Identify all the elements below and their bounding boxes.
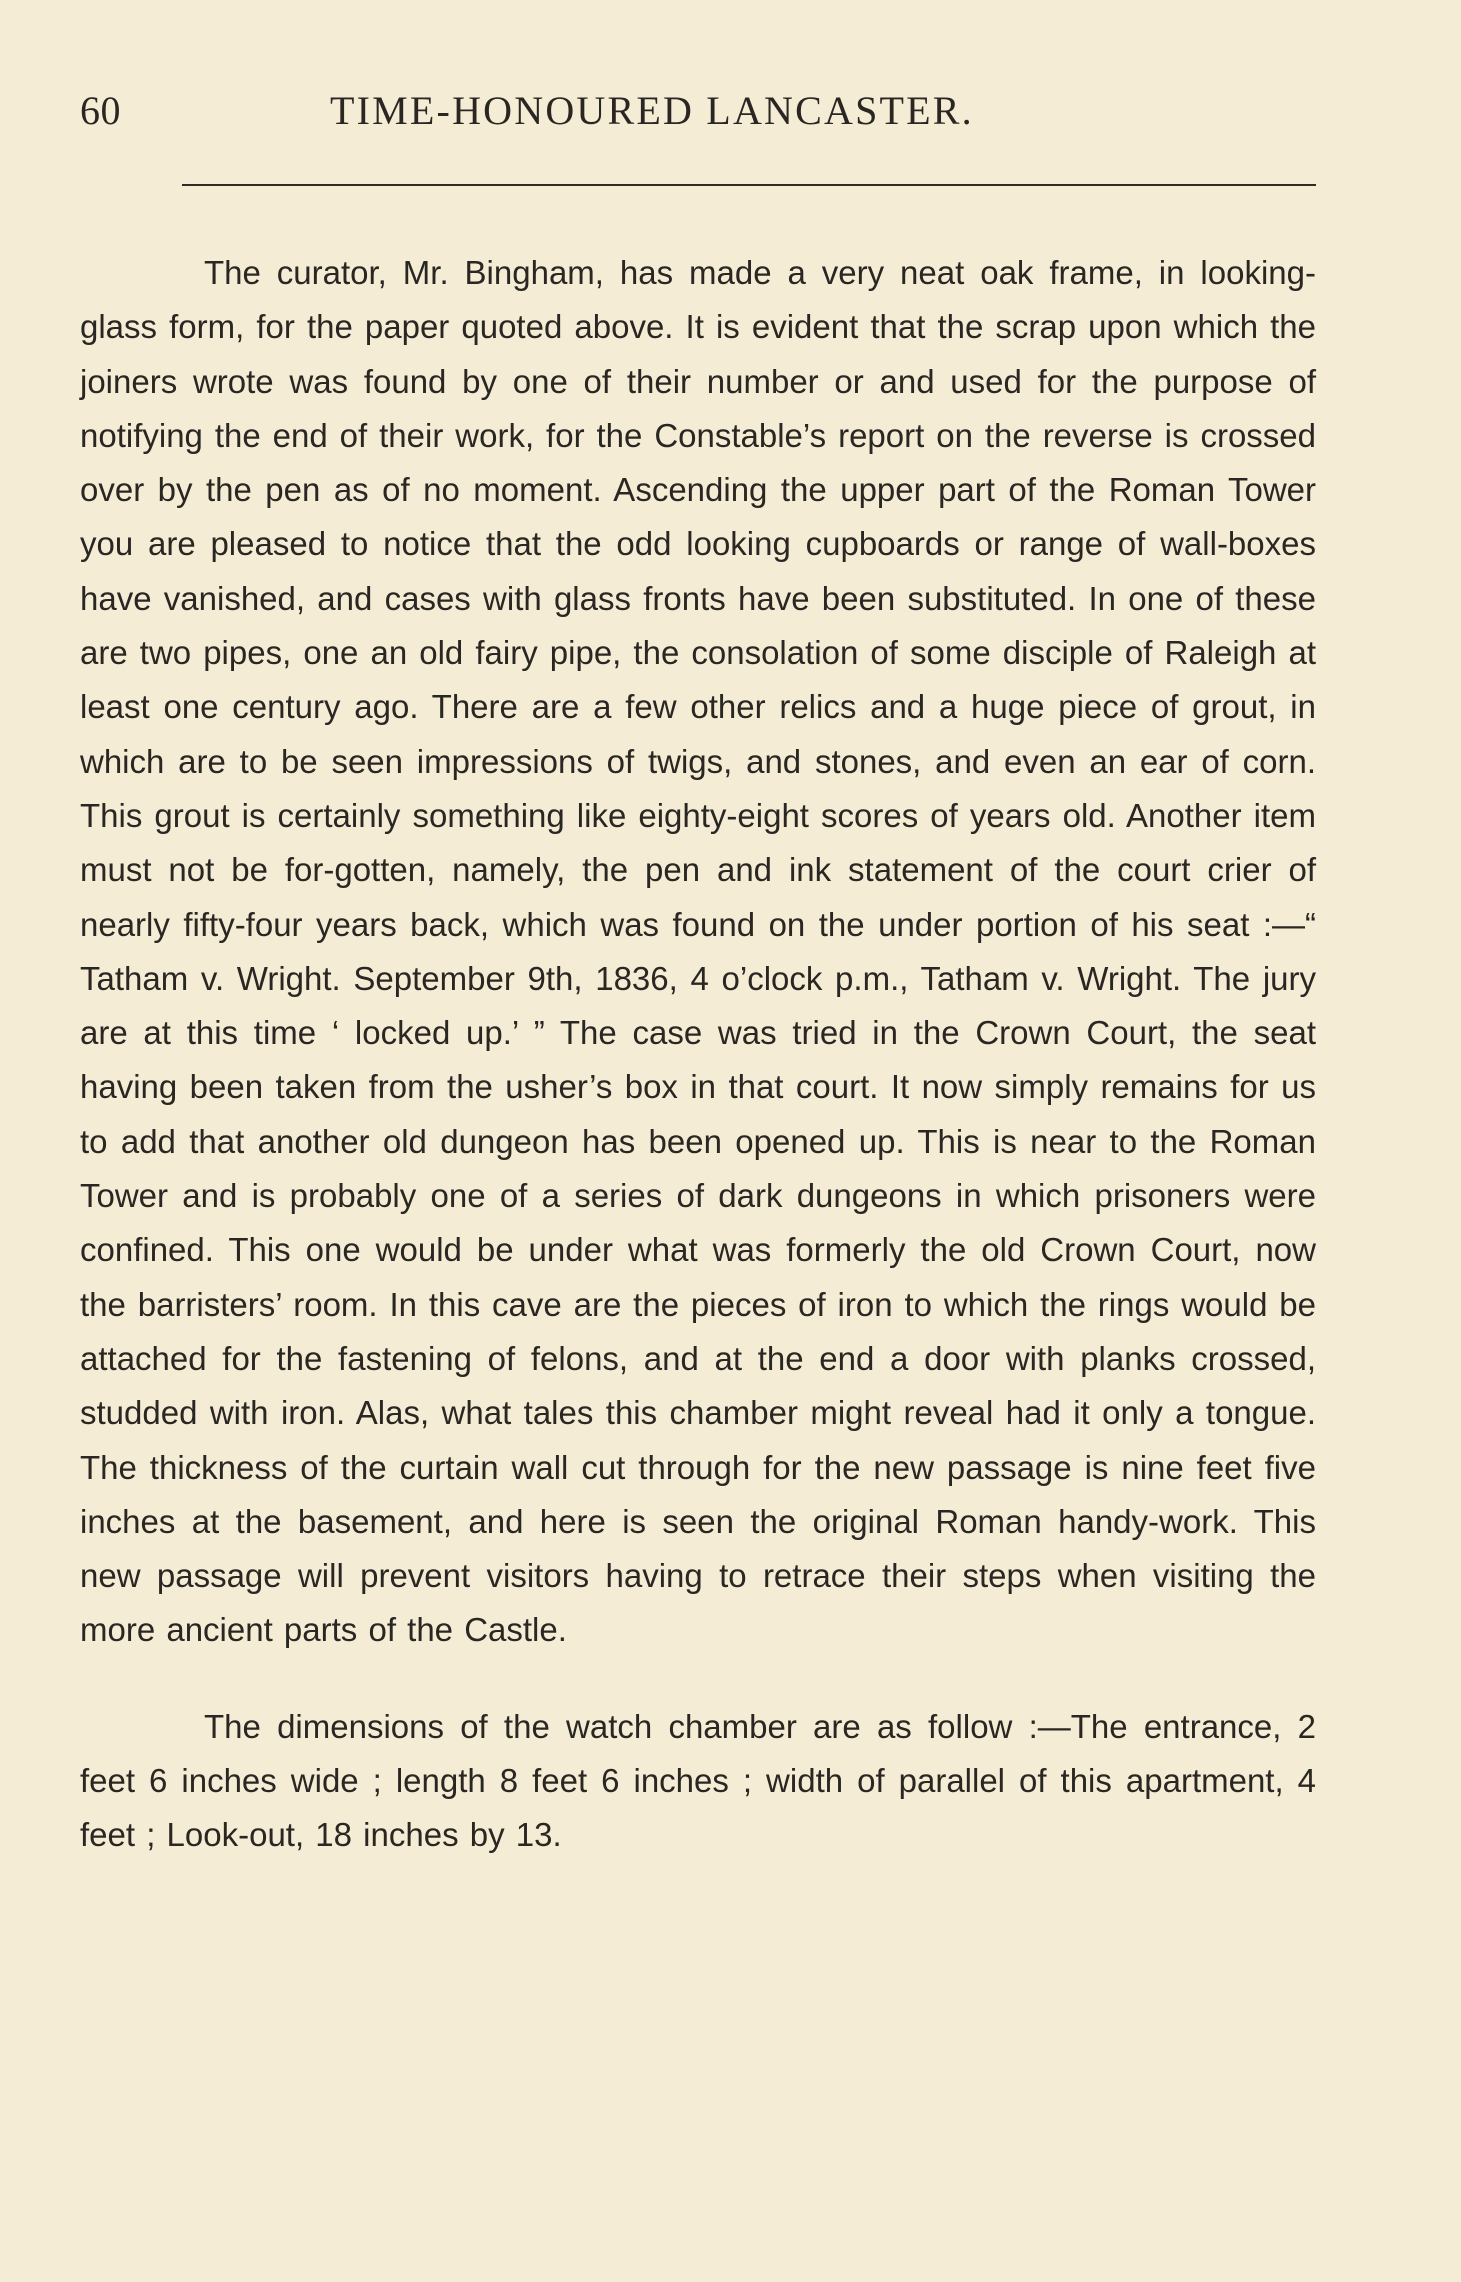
page-body (80, 246, 1316, 1863)
page-number: 60 (80, 88, 121, 133)
paragraph-dimensions: The dimensions of the watch chamber are as follow :—The entrance, 2 feet 6 inches wide ; length 8 feet 6 inches ; width of parallel of this apartment, 4 feet ; Look-out, 18 inches by 13. (80, 1707, 1316, 1854)
running-head (80, 88, 1315, 134)
running-title: TIME-HONOURED LANCASTER. (330, 88, 974, 133)
paragraph-curator: The curator, Mr. Bingham, has made a very neat oak frame, in looking-glass form, for the paper quoted above. It is evident that the scrap upon which the joiners wrote was found by one of their number or and used for the purpose of notifying the end of their work, for the Constable’s report on the reverse is crossed over by the pen as of no moment. Ascending the upper part of the Roman Tower you are pleased to notice that the odd looking cupboards or range of wall-boxes have vanished, and cases with glass fronts have been substituted. In one of these are two pipes, one an old fairy pipe, the consolation of some disciple of Raleigh at least one century ago. There are a few other relics and a huge piece of grout, in which are to be seen impressions of twigs, and stones, and even an ear of corn. This grout is certainly something like eighty-eight scores of years old. Another item must not be for-gotten, namely, the pen and ink statement of the court crier of nearly fifty-four years back, which was found on the under portion of his seat :—“ Tatham v. Wright. September 9th, 1836, 4 o’clock p.m., Tatham v. Wright. The jury are at this time ‘ locked up.’ ” The case was tried in the Crown Court, the seat having been taken from the usher’s box in that court. It now simply remains for us to add that another old dungeon has been opened up. This is near to the Roman Tower and is probably one of a series of dark dungeons in which prisoners were confined. This one would be under what was formerly the old Crown Court, now the barristers’ room. In this cave are the pieces of iron to which the rings would be attached for the fastening of felons, and at the end a door with planks crossed, studded with iron. Alas, what tales this chamber might reveal had it only a tongue. The thickness of the curtain wall cut through for the new passage is nine feet five inches at the basement, and here is seen the original Roman handy-work. This new passage will prevent visitors having to retrace their steps when visiting the more ancient parts of the Castle. (80, 254, 1316, 1649)
header-rule (182, 184, 1316, 186)
